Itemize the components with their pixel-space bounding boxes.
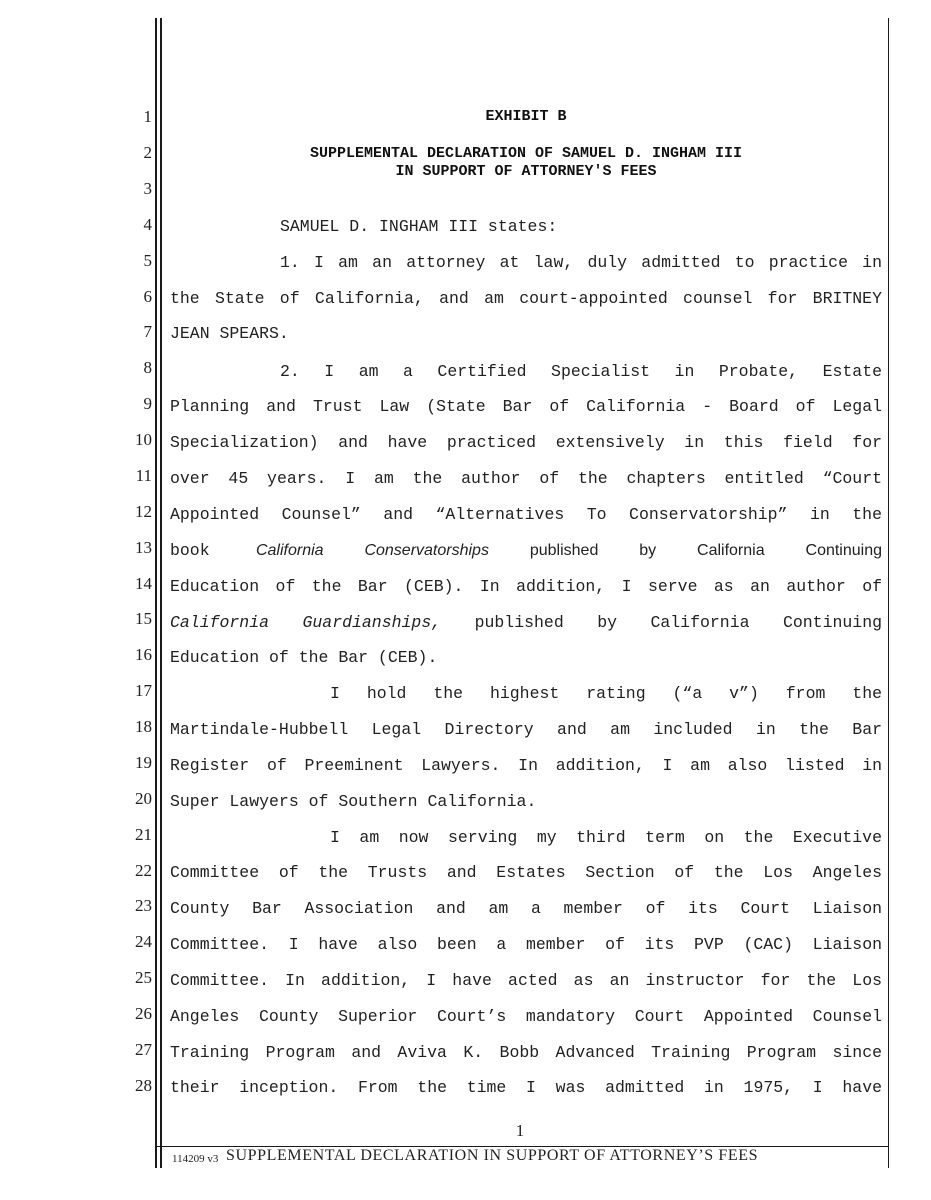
line-number: 20 (135, 789, 152, 808)
line-number: 23 (135, 896, 152, 915)
exhibit-label: EXHIBIT B (485, 108, 567, 125)
text-run: book (170, 541, 256, 560)
paragraph-line: I am now serving my third term on the Executive (330, 828, 882, 847)
line-number: 24 (135, 932, 152, 951)
left-margin-rule-outer (155, 18, 157, 1168)
paragraph-line: Specialization) and have practiced extensively in this field for (170, 433, 882, 452)
line-number: 7 (143, 322, 152, 341)
paragraph-line: Committee. In addition, I have acted as an instructor for the Los (170, 971, 882, 990)
line-number: 26 (135, 1004, 152, 1023)
declarant-intro: SAMUEL D. INGHAM III states: (280, 217, 558, 236)
line-number: 11 (135, 466, 152, 485)
paragraph-line: Martindale-Hubbell Legal Directory and am included in the Bar (170, 720, 882, 739)
paragraph-line: Planning and Trust Law (State Bar of California - Board of Legal (170, 397, 882, 416)
text-run: published by California Continuing (441, 613, 882, 632)
paragraph-line (170, 612, 882, 634)
left-margin-rule-inner (160, 18, 162, 1168)
right-margin-rule (888, 18, 889, 1168)
line-number: 25 (135, 968, 152, 987)
line-number: 17 (135, 681, 152, 700)
line-number: 21 (135, 825, 152, 844)
paragraph-line: Education of the Bar (CEB). (170, 648, 438, 667)
paragraph-line: Committee of the Trusts and Estates Section of the Los Angeles (170, 863, 882, 882)
footer-title: SUPPLEMENTAL DECLARATION IN SUPPORT OF ATTORNEY’S FEES (226, 1147, 759, 1164)
paragraph-line: over 45 years. I am the author of the chapters entitled “Court (170, 469, 882, 488)
paragraph-line: Training Program and Aviva K. Bobb Advanced Training Program since (170, 1043, 882, 1062)
line-number: 10 (135, 430, 152, 449)
footer-document-id: 114209 v3 (172, 1153, 219, 1165)
line-number: 16 (135, 645, 152, 664)
paragraph-line: Education of the Bar (CEB). In addition, I serve as an author of (170, 577, 882, 596)
line-number: 5 (143, 251, 152, 270)
line-number: 18 (135, 717, 152, 736)
line-number: 19 (135, 753, 152, 772)
paragraph-line: the State of California, and am court-appointed counsel for BRITNEY (170, 289, 882, 308)
paragraph-line: Appointed Counsel” and “Alternatives To Conservatorship” in the (170, 505, 882, 524)
line-number: 3 (143, 179, 152, 198)
paragraph-line: JEAN SPEARS. (170, 324, 289, 343)
document-title-line-2: IN SUPPORT OF ATTORNEY'S FEES (395, 163, 657, 180)
book-title: California Guardianships, (170, 613, 442, 632)
paragraph-line: their inception. From the time I was admitted in 1975, I have (170, 1078, 882, 1097)
line-number: 14 (135, 574, 152, 593)
line-number: 9 (143, 394, 152, 413)
paragraph-line: Angeles County Superior Court’s mandatory Court Appointed Counsel (170, 1007, 882, 1026)
line-number: 12 (135, 502, 152, 521)
line-number: 22 (135, 861, 152, 880)
line-number: 2 (143, 143, 152, 162)
paragraph-line: I hold the highest rating (“a v”) from the (330, 684, 882, 703)
line-number: 27 (135, 1040, 152, 1059)
line-number: 1 (143, 107, 152, 126)
paragraph-line (170, 540, 882, 562)
line-number: 8 (143, 358, 152, 377)
document-title-line-1: SUPPLEMENTAL DECLARATION OF SAMUEL D. INGHAM III (309, 145, 743, 162)
line-number: 13 (135, 538, 152, 557)
text-run: published by California Continuing (488, 542, 882, 559)
page-number: 1 (515, 1121, 525, 1140)
paragraph-line: 2. I am a Certified Specialist in Probate, Estate (280, 362, 882, 381)
paragraph-line: Register of Preeminent Lawyers. In addition, I am also listed in (170, 756, 882, 775)
line-number: 6 (143, 287, 152, 306)
line-number: 4 (143, 215, 152, 234)
line-number: 15 (135, 609, 152, 628)
paragraph-line: Super Lawyers of Southern California. (170, 792, 537, 811)
book-title: California Conservatorships (255, 542, 489, 559)
paragraph-line: 1. I am an attorney at law, duly admitted to practice in (280, 253, 882, 272)
paragraph-line: Committee. I have also been a member of its PVP (CAC) Liaison (170, 935, 882, 954)
paragraph-line: County Bar Association and am a member of its Court Liaison (170, 899, 882, 918)
line-number: 28 (135, 1076, 152, 1095)
